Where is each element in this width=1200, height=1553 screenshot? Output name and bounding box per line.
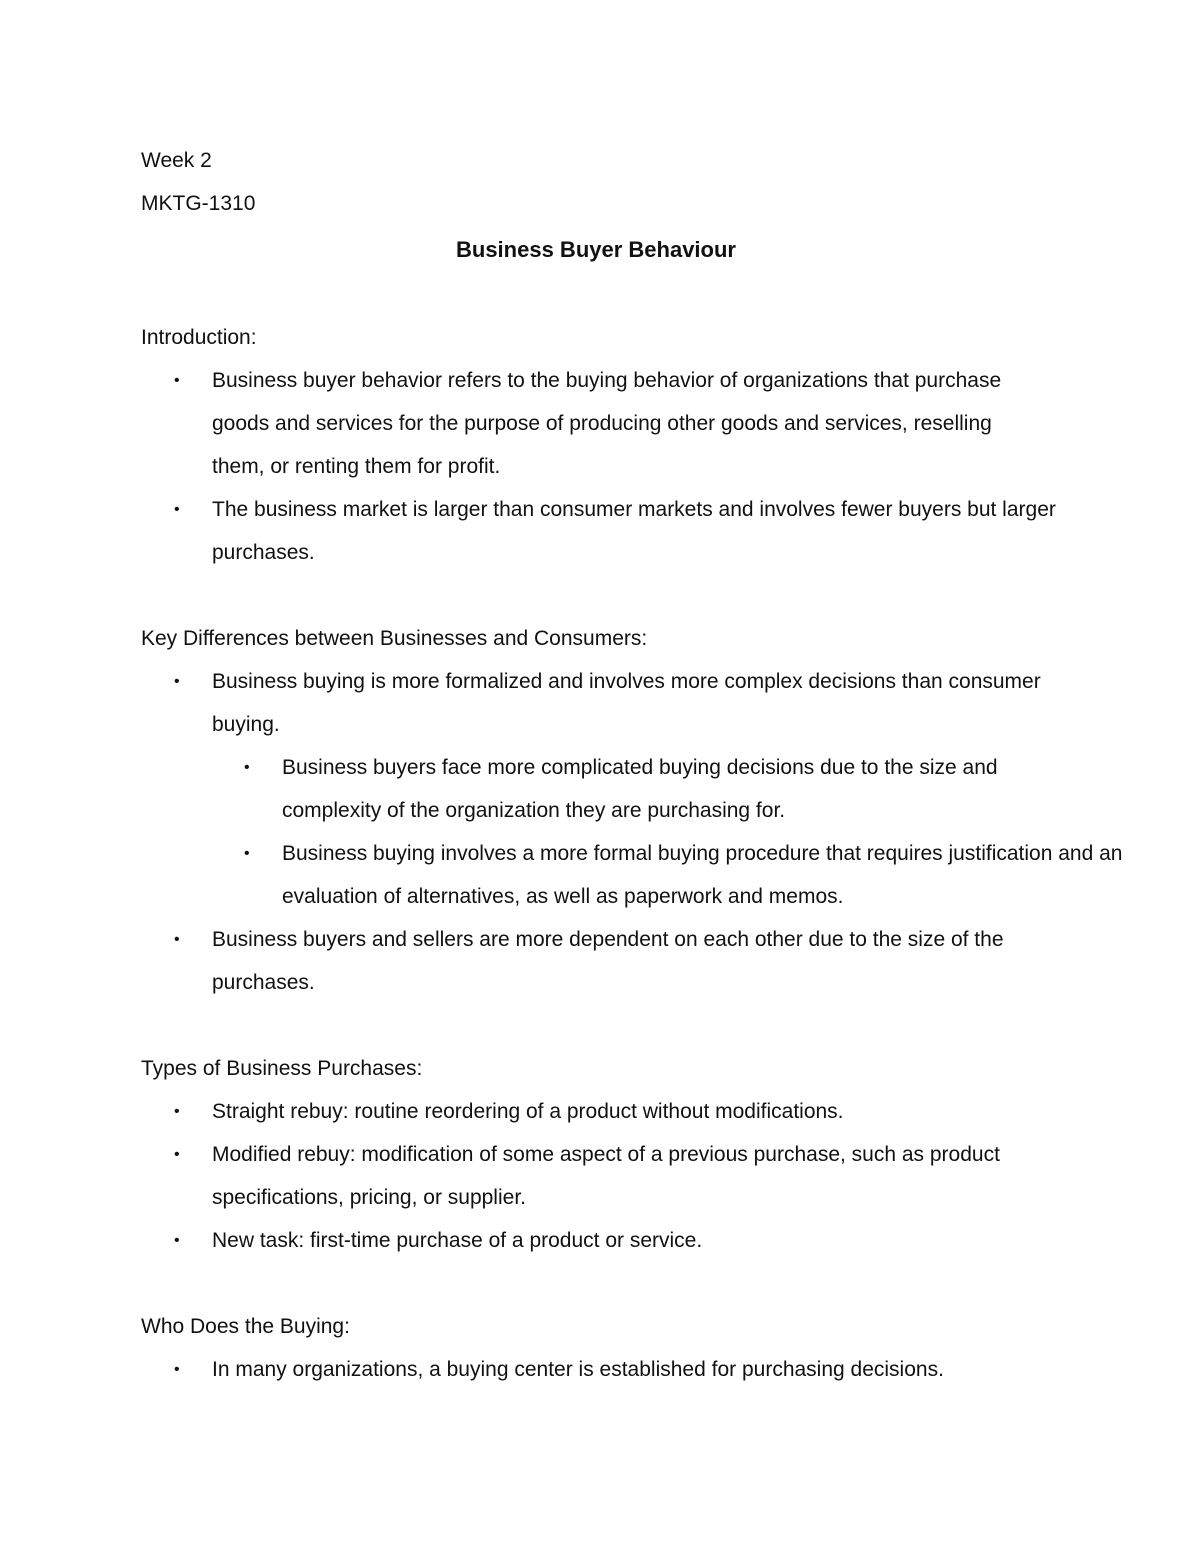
list-item-text: Business buyers face more complicated buying decisions due to the size and complexity of the organization they are purchasing for.: [282, 756, 998, 822]
list-item: [141, 1133, 1092, 1219]
section-heading-key-differences: Key Differences between Businesses and Consumers:: [141, 627, 648, 650]
list-item-text: Modified rebuy: modification of some aspect of a previous purchase, such as product specifications, pricing, or supplier.: [212, 1143, 1000, 1209]
list-item-text: Business buyers and sellers are more dependent on each other due to the size of the purchases.: [212, 928, 1004, 994]
bullet-icon: •: [174, 1103, 180, 1120]
bullet-icon: •: [174, 1146, 180, 1163]
section-heading-types-of-purchases: Types of Business Purchases:: [141, 1057, 423, 1080]
bullet-icon: •: [244, 845, 250, 862]
list-item-text: In many organizations, a buying center is established for purchasing decisions.: [212, 1358, 944, 1381]
bullet-icon: •: [174, 372, 180, 389]
list-item: [141, 359, 1032, 488]
list-item-text: Business buyer behavior refers to the buying behavior of organizations that purchase goods and services for the purpose of producing other goods and services, reselling them, or renting them for profit.: [212, 369, 1002, 478]
list-item-text: Straight rebuy: routine reordering of a product without modifications.: [212, 1100, 844, 1123]
bullet-icon: •: [244, 759, 250, 776]
list-item: [141, 918, 1072, 1004]
sub-list-item: [141, 832, 1200, 918]
section-heading-who-does-buying: Who Does the Buying:: [141, 1315, 350, 1338]
course-code: MKTG-1310: [141, 192, 256, 215]
list-item-text: Business buying is more formalized and involves more complex decisions than consumer buying.: [212, 670, 1041, 736]
sub-list-item: [141, 746, 1072, 832]
types-of-purchases-list: [141, 1090, 1071, 1262]
list-item: [141, 488, 1062, 574]
key-differences-sublist: [141, 746, 1123, 918]
list-item: [141, 1219, 1112, 1262]
list-item: [141, 1090, 1112, 1133]
bullet-icon: •: [174, 1232, 180, 1249]
list-item-text: Business buying involves a more formal buying procedure that requires justification and an evaluation of alternatives, as well as paperwork and memos.: [282, 842, 1123, 908]
bullet-icon: •: [174, 931, 180, 948]
list-item: [141, 1348, 1112, 1391]
document-title: Business Buyer Behaviour: [456, 237, 736, 262]
who-does-buying-list: [141, 1348, 1071, 1391]
bullet-icon: •: [174, 1361, 180, 1378]
key-differences-list: [141, 660, 1071, 746]
introduction-list: [141, 359, 1071, 574]
key-differences-list-continued: [141, 918, 1071, 1004]
list-item-text: The business market is larger than consumer markets and involves fewer buyers but larger purchases.: [212, 498, 1056, 564]
list-item-text: New task: first-time purchase of a product or service.: [212, 1229, 703, 1252]
week-label: Week 2: [141, 149, 212, 172]
section-heading-introduction: Introduction:: [141, 326, 257, 349]
bullet-icon: •: [174, 501, 180, 518]
list-item: [141, 660, 1092, 746]
document-body: [141, 139, 1123, 1391]
bullet-icon: •: [174, 673, 180, 690]
